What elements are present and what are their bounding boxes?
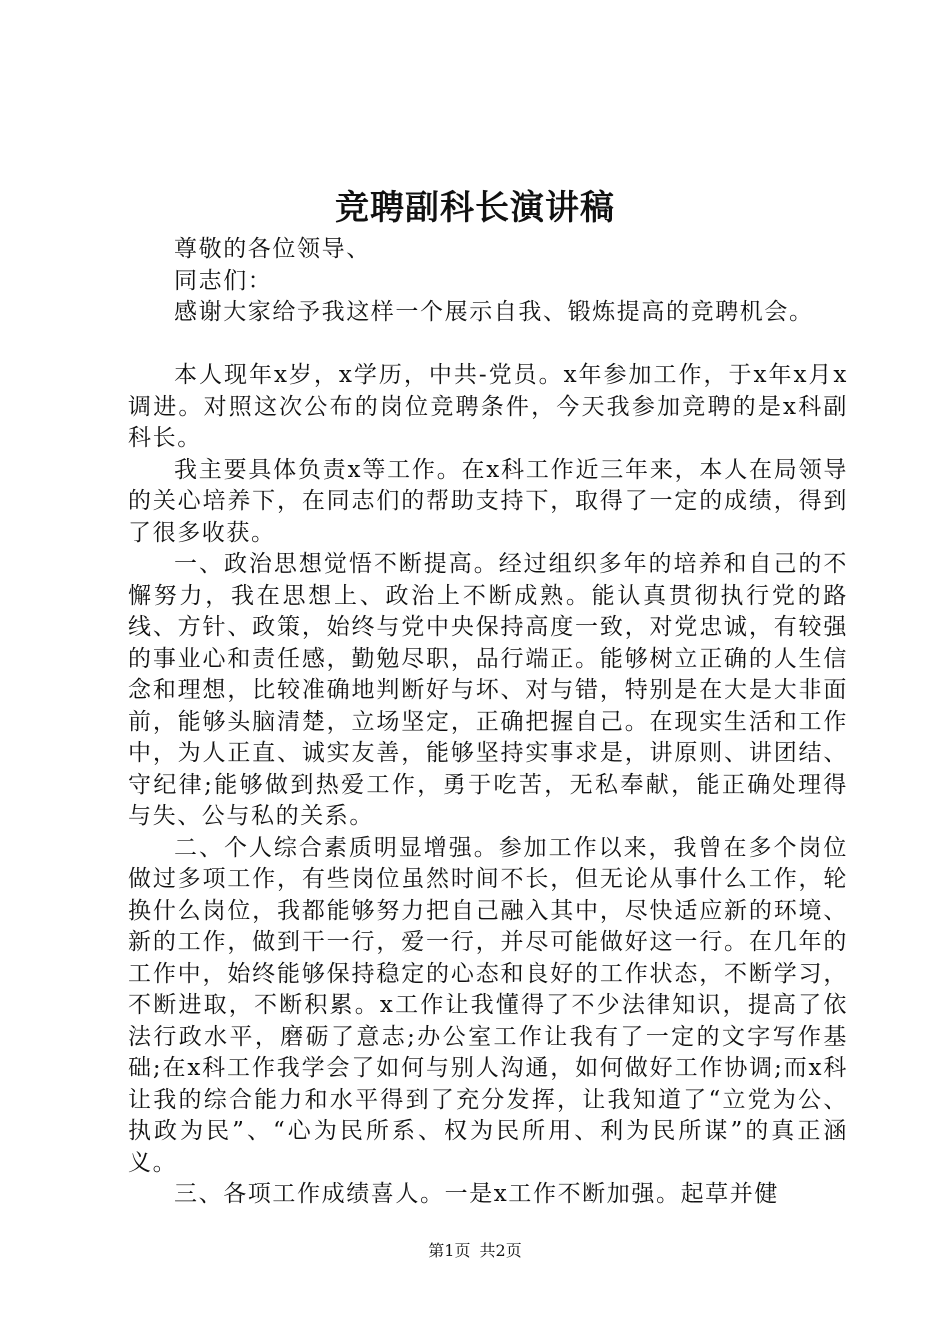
page-number: 第1页 xyxy=(428,1241,471,1260)
page-total: 共2页 xyxy=(479,1241,522,1260)
paragraph-responsibilities: 我主要具体负责x等工作。在x科工作近三年来，本人在局领导的关心培养下，在同志们的帮助支持下，取得了一定的成绩，得到了很多收获。 xyxy=(128,456,848,546)
document-title: 竞聘副科长演讲稿 xyxy=(335,188,615,228)
page-footer xyxy=(0,1240,950,1262)
salutation-line-2: 同志们： xyxy=(174,267,273,294)
paragraph-thanks: 感谢大家给予我这样一个展示自我、锻炼提高的竞聘机会。 xyxy=(174,299,814,325)
salutation-line-1: 尊敬的各位领导、 xyxy=(174,236,371,262)
paragraph-section-1: 一、政治思想觉悟不断提高。经过组织多年的培养和自己的不懈努力，我在思想上、政治上不断成熟。能认真贯彻执行党的路线、方针、政策，始终与党中央保持高度一致，对党忠诚，有较强的事业心和责任感，勤勉尽职，品行端正。能够树立正确的人生信念和理想，比较准确地判断好与坏、对与错，特别是在大是大非面前，能够头脑清楚，立场坚定，正确把握自己。在现实生活和工作中，为人正直、诚实友善，能够坚持实事求是，讲原则、讲团结、守纪律;能够做到热爱工作，勇于吃苦，无私奉献，能正确处理得与失、公与私的关系。 xyxy=(128,551,848,829)
paragraph-intro: 本人现年x岁，x学历，中共-党员。x年参加工作，于x年x月x调进。对照这次公布的岗位竞聘条件，今天我参加竞聘的是x科副科长。 xyxy=(128,362,848,451)
paragraph-section-2: 二、个人综合素质明显增强。参加工作以来，我曾在多个岗位做过多项工作，有些岗位虽然时间不长，但无论从事什么工作，轮换什么岗位，我都能够努力把自己融入其中，尽快适应新的环境、新的工作，做到干一行，爱一行，并尽可能做好这一行。在几年的工作中，始终能够保持稳定的心态和良好的工作状态，不断学习，不断进取，不断积累。x工作让我懂得了不少法律知识，提高了依法行政水平，磨砺了意志;办公室工作让我有了一定的文字写作基础;在x科工作我学会了如何与别人沟通，如何做好工作协调;而x科让我的综合能力和水平得到了充分发挥，让我知道了“立党为公、执政为民”、“心为民所系、权为民所用、利为民所谋”的真正涵义。 xyxy=(128,834,848,1176)
document-body xyxy=(128,234,848,1211)
paragraph-section-3: 三、各项工作成绩喜人。一是x工作不断加强。起草并健 xyxy=(174,1181,779,1207)
